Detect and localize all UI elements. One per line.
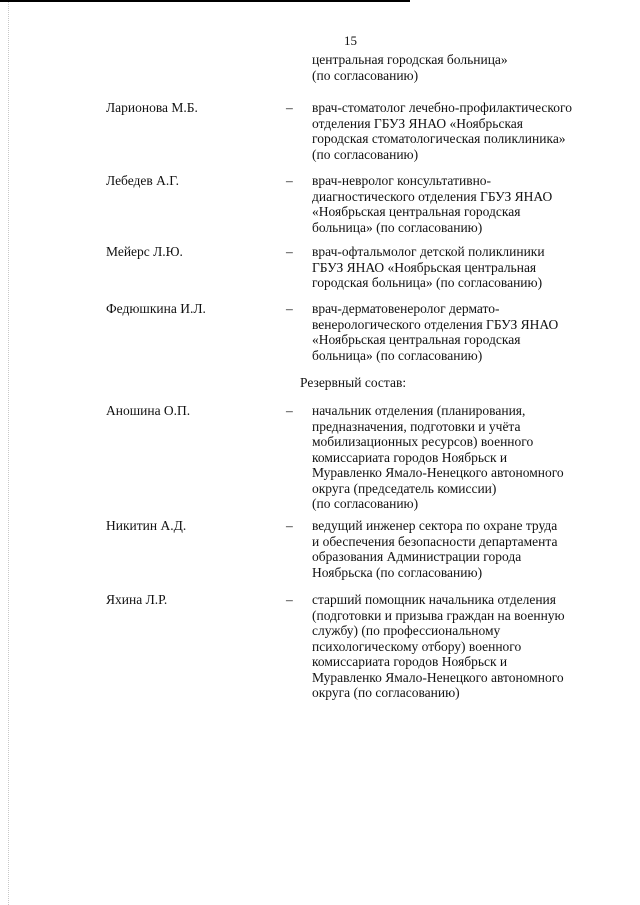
member-description: врач-офтальмолог детской поликлиники ГБУЗ ЯНАО «Ноябрьская центральная городская больница» (по согласованию) [312,244,545,290]
member-name: Федюшкина И.Л. [106,301,206,316]
member-name: Аношина О.П. [106,403,191,418]
dash: – [286,244,293,259]
dash: – [286,518,293,533]
member-name: Яхина Л.Р. [106,592,168,607]
dash: – [286,403,293,418]
member-name: Мейерс Л.Ю. [106,244,183,259]
member-description: ведущий инженер сектора по охране труда и обеспечения безопасности департамента образования Администрации города Ноябрьска (по согласованию) [312,518,558,580]
dash: – [286,592,293,607]
dash: – [286,100,293,115]
dash: – [286,173,293,188]
member-name: Никитин А.Д. [106,518,187,533]
scan-edge-marks [8,0,10,905]
member-description: врач-стоматолог лечебно-профилактического отделения ГБУЗ ЯНАО «Ноябрьская городская стоматологическая поликлиника» (по согласованию) [312,100,572,162]
member-description: старший помощник начальника отделения (подготовки и призыва граждан на военную службу) (по профессиональному психологическому отбору) военного комиссариата городов Ноябрьск и Муравленко Ямало-Ненецкого автономного округа (по согласованию) [312,592,565,700]
member-description: врач-дерматовенеролог дермато- венерологического отделения ГБУЗ ЯНАО «Ноябрьская центральная городская больница» (по согласованию) [312,301,559,363]
dash: – [286,301,293,316]
page-number: 15 [344,33,357,48]
member-description: врач-невролог консультативно- диагностического отделения ГБУЗ ЯНАО «Ноябрьская центральная городская больница» (по согласованию) [312,173,553,235]
member-description: начальник отделения (планирования, предназначения, подготовки и учёта мобилизационных ресурсов) военного комиссариата городов Ноябрьск и Муравленко Ямало-Ненецкого автономного округа (председатель комиссии) (по согласованию) [312,403,564,511]
top-rule [0,0,410,2]
reserve-heading: Резервный состав: [300,375,407,390]
member-name: Ларионова М.Б. [106,100,198,115]
member-name: Лебедев А.Г. [106,173,179,188]
continuation-text: центральная городская больница» (по согласованию) [312,52,508,83]
